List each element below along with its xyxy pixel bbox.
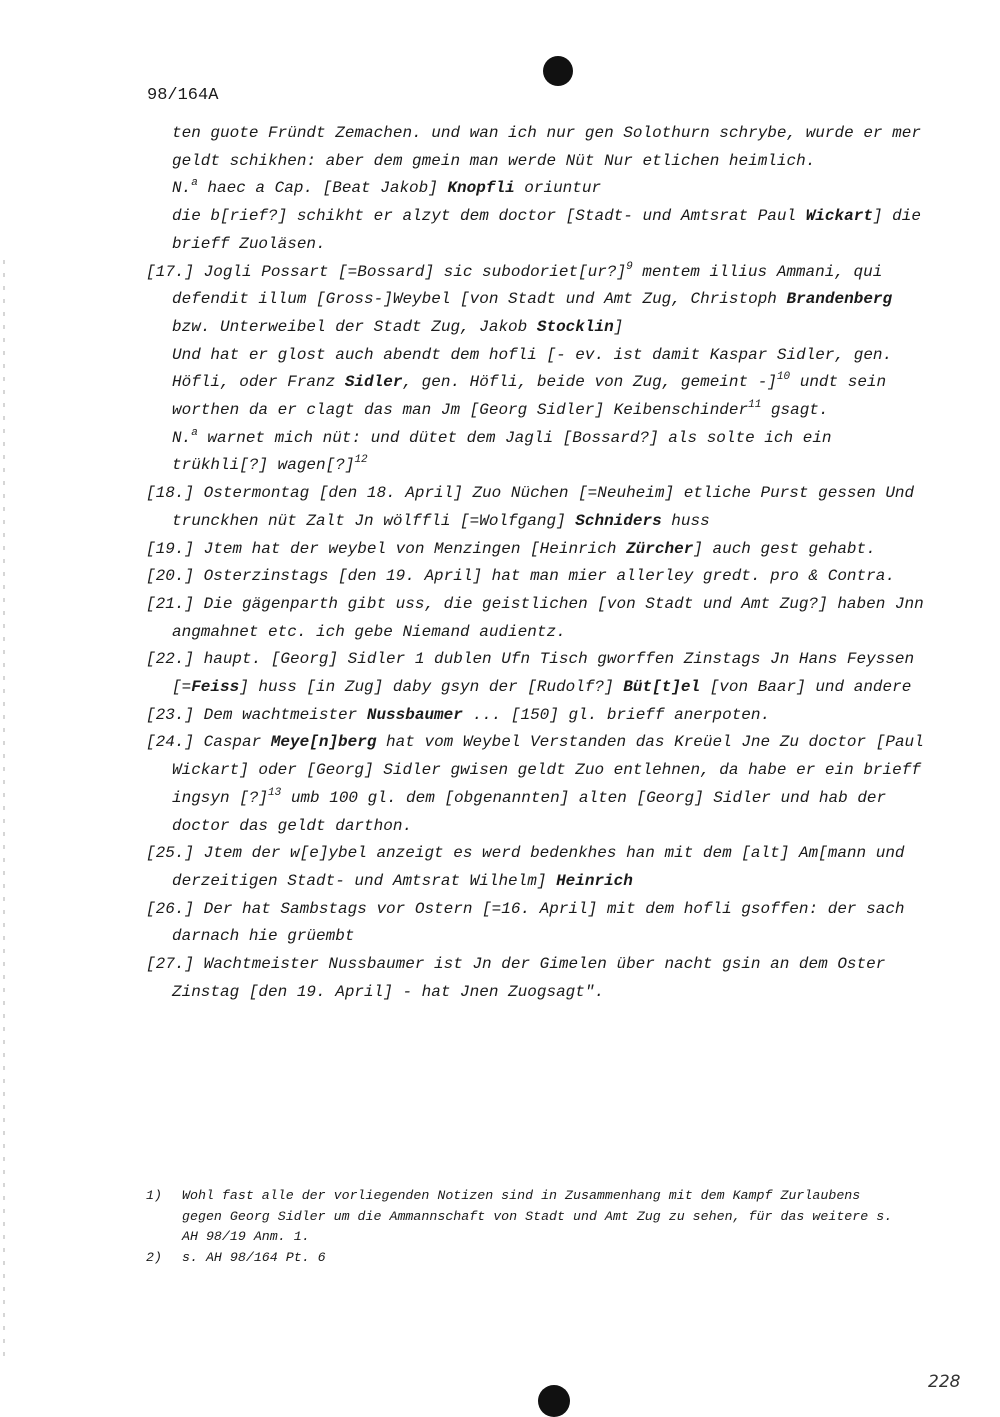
paragraph: Und hat er glost auch abendt dem hofli [- ev. ist damit Kaspar Sidler, gen. Höfli, oder Franz Sidler, gen. Höfli, beide von Zug, gemeint -]$^{10}$ undt sein worthen da er clagt das man Jm [Georg Sidler] Keibenschinder$^{11}$ gsagt.: [172, 345, 893, 420]
body-text: [146, 120, 926, 1007]
paragraph: [18.] Ostermontag [den 18. April] Zuo Nüchen [=Neuheim] etliche Purst gessen Und trunckhen nüt Zalt Jn wölffli [=Wolfgang] Schniders huss: [146, 484, 915, 530]
page-number: 228: [928, 1372, 961, 1392]
paragraph: ten guote Fründt Zemachen. und wan ich nur gen Solothurn schrybe, wurde er mer geldt schikhen: aber dem gmein man werde Nüt Nur etlichen heimlich.: [172, 124, 921, 170]
paragraph: [27.] Wachtmeister Nussbaumer ist Jn der Gimelen über nacht gsin an dem Oster Zinstag [den 19. April] - hat Jnen Zuogsagt".: [146, 955, 886, 1001]
document-reference: 98/164A: [147, 86, 219, 105]
paragraph: N.$^a$ warnet mich nüt: und dütet dem Jagli [Bossard?] als solte ich ein trükhli[?] wagen[?]$^{12}$: [172, 426, 832, 475]
footnote-number: 2): [146, 1249, 162, 1265]
paragraph: [23.] Dem wachtmeister Nussbaumer ... [150] gl. brieff anerpoten.: [146, 705, 771, 724]
paragraph: [26.] Der hat Sambstags vor Ostern [=16. April] mit dem hofli gsoffen: der sach darnach hie grüembt: [146, 899, 905, 946]
punch-hole-bottom: [538, 1385, 570, 1417]
paragraph: [17.] Jogli Possart [=Bossard] sic subodoriet[ur?]$^9$ mentem illius Ammani, qui defendit illum [Gross-]Weybel [von Stadt und Amt Zug, Christoph Brandenberg bzw. Unterweibel der Stadt Zug, Jakob Stocklin]: [146, 260, 893, 336]
paragraph: [25.] Jtem der w[e]ybel anzeigt es werd bedenkhes han mit dem [alt] Am[mann und derzeitigen Stadt- und Amtsrat Wilhelm] Heinrich: [146, 844, 905, 890]
footnote: [146, 1186, 906, 1248]
paragraph: [19.] Jtem hat der weybel von Menzingen [Heinrich Zürcher] auch gest gehabt.: [146, 539, 876, 558]
scan-artifact: [3, 260, 5, 1360]
footnote-text: Wohl fast alle der vorliegenden Notizen sind in Zusammenhang mit dem Kampf Zurlaubens gegen Georg Sidler um die Ammannschaft von Stadt und Amt Zug zu sehen, für das weitere s. AH 98/19 Anm. 1.: [182, 1188, 893, 1244]
footnotes: [146, 1186, 906, 1268]
paragraph: die b[rief?] schikht er alzyt dem doctor [Stadt- und Amtsrat Paul Wickart] die brieff Zuoläsen.: [172, 207, 921, 253]
footnote-text: s. AH 98/164 Pt. 6: [182, 1249, 326, 1265]
paragraph: [22.] haupt. [Georg] Sidler 1 dublen Ufn Tisch gworffen Zinstags Jn Hans Feyssen [=Feiss] huss [in Zug] daby gsyn der [Rudolf?] Büt[t]el [von Baar] und andere: [146, 650, 915, 697]
footnote-number: 1): [146, 1188, 162, 1203]
paragraph: N.$^a$ haec a Cap. [Beat Jakob] Knopfli oriuntur: [172, 177, 602, 198]
punch-hole-top: [543, 56, 573, 86]
footnote: [146, 1248, 906, 1269]
paragraph: [20.] Osterzinstags [den 19. April] hat man mier allerley gredt. pro & Contra.: [146, 567, 895, 586]
paragraph: [21.] Die gägenparth gibt uss, die geistlichen [von Stadt und Amt Zug?] haben Jnn angmahnet etc. ich gebe Niemand audientz.: [146, 594, 924, 641]
paragraph: [24.] Caspar Meye[n]berg hat vom Weybel Verstanden das Kreüel Jne Zu doctor [Paul Wickart] oder [Georg] Sidler gwisen geldt Zuo entlehnen, da habe er ein brieff ingsyn [?]$^{13}$ umb 100 gl. dem [obgenannten] alten [Georg] Sidler und hab der doctor das geldt darthon.: [146, 733, 924, 835]
